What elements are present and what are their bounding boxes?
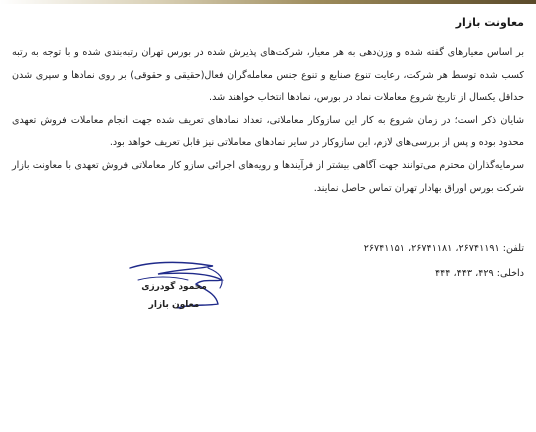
paragraph-contact-note: سرمایه‌گذاران محترم می‌توانند جهت آگاهی بیشتر از فرآیندها و رویه‌های اجرائی سازو کار معاملاتی فروش تعهدی با معاونت بازار شرکت بورس اوراق بهادار تهران تماس حاصل نمایند. <box>12 159 524 194</box>
phone-numbers: تلفن: ۲۶۷۴۱۱۹۱، ۲۶۷۴۱۱۸۱، ۲۶۷۴۱۱۵۱ <box>363 243 524 254</box>
handwritten-signature-icon <box>118 260 238 330</box>
extension-numbers: داخلی: ۴۲۹، ۴۴۳، ۴۴۴ <box>434 268 524 279</box>
department-heading: معاونت بازار <box>455 16 524 29</box>
signatory-name: محمود گودرزی <box>141 282 207 292</box>
letter-document <box>12 4 524 432</box>
signature-block <box>118 260 238 330</box>
signatory-title: معاون بازار <box>148 300 200 310</box>
contact-block <box>364 236 524 286</box>
letter-body <box>12 42 524 200</box>
paragraph-criteria: بر اساس معیارهای گفته شده و وزن‌دهی به هر معیار، شرکت‌های پذیرش شده در بورس تهران رتبه‌بندی شده و با توجه به رتبه کسب شده توسط هر شرکت، رعایت تنوع صنایع و تنوع جنس معامله‌گران فعال(حقیقی و حقوقی) بر روی نمادها و سپری شدن حداقل یکسال از تاریخ شروع معاملات نماد در بورس، نمادها انتخاب خواهند شد. <box>12 47 524 104</box>
paragraph-limited-symbols: شایان ذکر است؛ در زمان شروع به کار این سازوکار معاملاتی، تعداد نمادهای تعریف شده جهت انجام معاملات فروش تعهدی محدود بوده و پس از بررسی‌های لازم، این سازوکار در سایر نمادهای معاملاتی نیز قابل تعریف خواهد بود. <box>12 114 524 149</box>
